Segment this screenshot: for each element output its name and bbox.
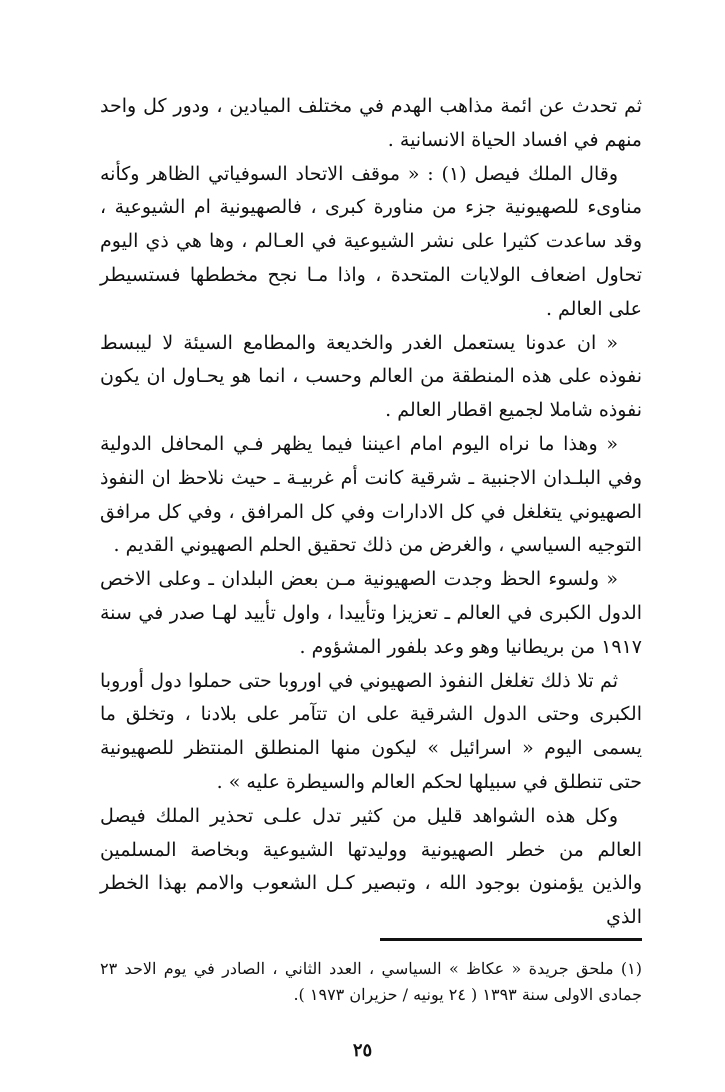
footnote: (١) ملحق جريدة « عكاظ » السياسي ، العدد الثاني ، الصادر في يوم الاحد ٢٣ جمادى الاولى سنة ١٣٩٣ ( ٢٤ يونيه / حزيران ١٩٧٣ ). bbox=[100, 959, 642, 1004]
page-number: ٢٥ bbox=[352, 1040, 373, 1061]
paragraph-7: وكل هذه الشواهد قليل من كثير تدل علـى تحذير الملك فيصل العالم من خطر الصهيونية ووليدتها الشيوعية وبخاصة المسلمين والذين يؤمنون بوجود الله ، وتبصير كـل الشعوب والامم بهذا الخطر الذي bbox=[100, 804, 642, 929]
paragraph-4: « وهذا ما نراه اليوم امام اعيننا فيما يظهر فـي المحافل الدولية وفي البلـدان الاجنبية ـ شرقية كانت أم غربيـة ـ حيث نلاحظ ان النفوذ الصهيوني يتغلغل في كل الادارات وفي كل المرافق ، وفي كل مرافق التوجيه السياسي ، والغرض من ذلك تحقيق الحلم الصهيوني القديم . bbox=[100, 432, 642, 557]
body-text bbox=[100, 90, 642, 935]
paragraph-3: « ان عدونا يستعمل الغدر والخديعة والمطامع السيئة لا ليبسط نفوذه على هذه المنطقة من العالم وحسب ، انما هو يحـاول ان يكون نفوذه شاملا لجميع اقطار العالم . bbox=[100, 331, 642, 422]
paragraph-2: وقال الملك فيصل (١) : « موقف الاتحاد السوفياتي الظاهر وكأنه مناوىء للصهيونية جزء من مناورة كبرى ، فالصهيونية ام الشيوعية ، وقد ساعدت كثيرا على نشر الشيوعية في العـالم ، وها هي ذي اليوم تحاول اضعاف الولايات المتحدة ، واذا مـا نجح مخططها فستسيطر على العالم . bbox=[100, 162, 642, 320]
paragraph-5: « ولسوء الحظ وجدت الصهيونية مـن بعض البلدان ـ وعلى الاخص الدول الكبرى في العالم ـ تعزيزا وتأييدا ، واول تأييد لهـا صدر في سنة ١٩١٧ من بريطانيا وهو وعد بلفور المشؤوم . bbox=[100, 568, 642, 658]
paragraph-6: ثم تلا ذلك تغلغل النفوذ الصهيوني في اوروبا حتى حملوا دول أوروبا الكبرى وحتى الدول الشرقية على ان تتآمر على بلادنا ، وتخلق ما يسمى اليوم « اسرائيل » ليكون منها المنطلق المنتظر للصهيونية حتى تنطلق في سبيلها لحكم العالم والسيطرة عليه » . bbox=[100, 669, 642, 793]
footnote-divider bbox=[380, 938, 642, 941]
paragraph-1: ثم تحدث عن ائمة مذاهب الهدم في مختلف الميادين ، ودور كل واحد منهم في افساد الحياة الانسانية . bbox=[100, 95, 642, 151]
